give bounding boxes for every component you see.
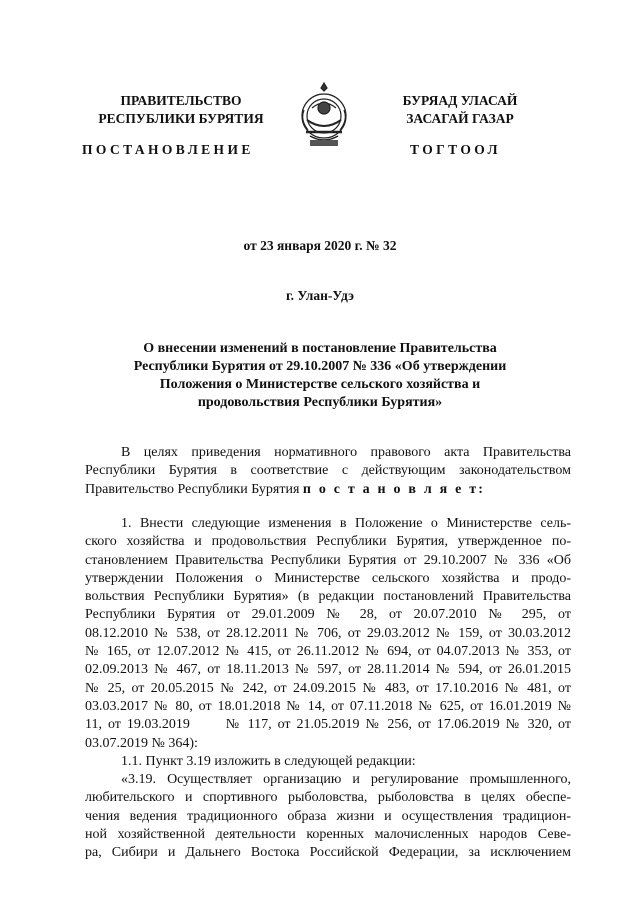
item1-line: 03.03.2017 № 80, от 18.01.2018 № 14, от 07.11.2018 № 625, от 16.01.2019 № bbox=[85, 698, 571, 714]
item1-line: 02.09.2013 № 467, от 18.11.2013 № 597, от 28.11.2014 № 594, от 26.01.2015 bbox=[85, 662, 571, 678]
item1-line: 11, от 19.03.2019 № 117, от 21.05.2019 № 256, от 17.06.2019 № 320, от bbox=[85, 717, 571, 733]
doctype-right: ТОГТООЛ bbox=[410, 142, 501, 157]
document-title bbox=[110, 340, 530, 412]
title-line: Положения о Министерстве сельского хозяйства и bbox=[159, 377, 481, 392]
quote-line: ра, Сибири и Дальнего Востока Российской Федерации, за исключением bbox=[85, 845, 571, 861]
item1-line: № 165, от 12.07.2012 № 415, от 26.11.2012 № 694, от 04.07.2013 № 353, от bbox=[85, 644, 571, 660]
quote-line: «3.19. Осуществляет организацию и регулирование промышленного, bbox=[121, 772, 571, 788]
item1-line: становлением Правительства Республики Бурятия от 29.10.2007 № 336 «Об bbox=[85, 552, 571, 568]
preamble-subject: Правительство Республики Бурятия bbox=[85, 481, 300, 497]
item1-line: 1. Внести следующие изменения в Положение о Министерстве сель- bbox=[121, 516, 571, 531]
preamble-line: Республики Бурятия в соответствие с действующим законодательством bbox=[85, 463, 571, 479]
title-line: О внесении изменений в постановление Правительства bbox=[143, 341, 497, 356]
header-right-line2: ЗАСАГАЙ ГАЗАР bbox=[406, 111, 514, 126]
item1-line: вольствия Республики Бурятия» (в редакции постановлений Правительства bbox=[85, 589, 571, 605]
item1-line: 03.07.2019 № 364): bbox=[85, 735, 198, 751]
item1-line: утверждении Положения о Министерстве сельского хозяйства и продо- bbox=[85, 570, 571, 586]
preamble-line-last bbox=[85, 481, 571, 499]
header-right bbox=[372, 92, 548, 128]
header-left-line1: ПРАВИТЕЛЬСТВО bbox=[120, 93, 242, 108]
doctype-left: ПОСТАНОВЛЕНИЕ bbox=[82, 142, 254, 157]
preamble-line: В целях приведения нормативного правового акта Правительства bbox=[121, 445, 571, 460]
header-right-line1: БУРЯАД УЛАСАЙ bbox=[402, 93, 518, 108]
item1-line: Республики Бурятия от 29.01.2009 № 28, от 20.07.2010 № 295, от bbox=[85, 607, 571, 623]
header-left-line2: РЕСПУБЛИКИ БУРЯТИЯ bbox=[98, 111, 264, 126]
preamble-verb: п о с т а н о в л я е т: bbox=[302, 481, 486, 497]
quote-line: любительского и спортивного рыболовства, рыболовства в целях обеспе- bbox=[85, 790, 571, 806]
item1-paragraph bbox=[85, 515, 571, 863]
date-line: от 23 января 2020 г. № 32 bbox=[243, 238, 397, 253]
item1-line: ского хозяйства и продовольствия Республики Бурятия, утвержденное по- bbox=[85, 534, 571, 550]
quote-line: чения ведения традиционного образа жизни и осуществления традицион- bbox=[85, 808, 571, 824]
item1-line: № 25, от 20.05.2015 № 242, от 24.09.2015 № 483, от 17.10.2016 № 481, от bbox=[85, 680, 571, 696]
header-left bbox=[92, 92, 270, 128]
quote-line: ной хозяйственной деятельности коренных малочисленных народов Севе- bbox=[85, 827, 571, 843]
city-line: г. Улан-Удэ bbox=[286, 288, 354, 303]
preamble-paragraph bbox=[85, 444, 571, 499]
item1-line: 08.12.2010 № 538, от 28.12.2011 № 706, от 29.03.2012 № 159, от 30.03.2012 bbox=[85, 625, 571, 641]
title-line: продовольствия Республики Бурятия» bbox=[197, 395, 443, 410]
item11-line: 1.1. Пункт 3.19 изложить в следующей редакции: bbox=[121, 753, 416, 769]
coat-of-arms-emblem bbox=[296, 80, 352, 150]
title-line: Республики Бурятия от 29.10.2007 № 336 «Об утверждении bbox=[133, 359, 507, 374]
